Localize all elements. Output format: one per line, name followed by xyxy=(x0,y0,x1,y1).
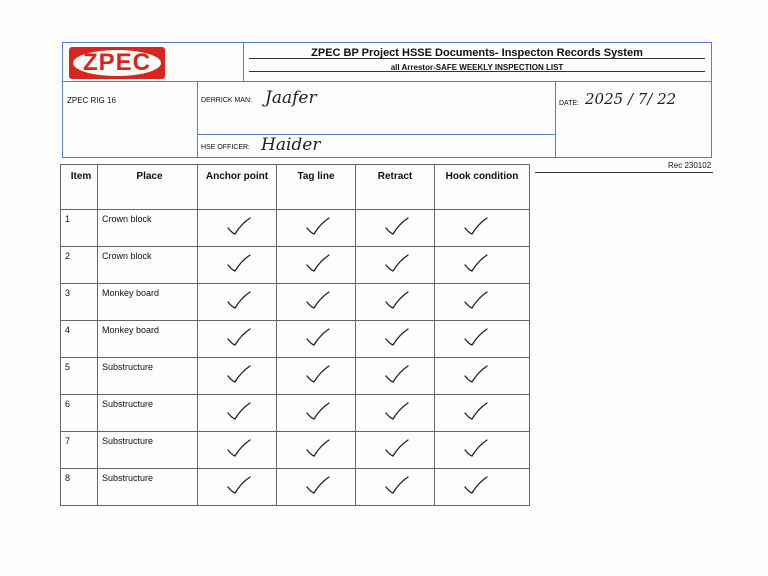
record-number: Rec 230102 xyxy=(668,161,712,170)
check-mark-icon xyxy=(463,475,489,495)
place-cell xyxy=(98,284,198,321)
anchor-point-cell xyxy=(198,321,277,358)
check-mark-icon xyxy=(384,216,410,236)
check-mark-icon xyxy=(463,364,489,384)
item-number: 1 xyxy=(65,214,71,224)
rig-label: ZPEC RIG 16 xyxy=(67,96,116,105)
place-name: Substructure xyxy=(102,362,154,372)
table-row xyxy=(61,284,530,321)
anchor-point-cell xyxy=(198,210,277,247)
item-number: 2 xyxy=(65,251,71,261)
check-mark-icon xyxy=(226,290,252,310)
rig-cell xyxy=(63,82,198,157)
hook-condition-cell xyxy=(435,247,530,284)
item-cell xyxy=(61,432,98,469)
item-cell xyxy=(61,469,98,506)
check-mark-icon xyxy=(305,364,331,384)
check-mark-icon xyxy=(305,327,331,347)
retract-cell xyxy=(356,395,435,432)
check-mark-icon xyxy=(463,253,489,273)
anchor-point-cell xyxy=(198,432,277,469)
item-number: 4 xyxy=(65,325,71,335)
retract-cell xyxy=(356,358,435,395)
place-name: Crown block xyxy=(102,251,152,261)
item-cell xyxy=(61,321,98,358)
anchor-point-cell xyxy=(198,358,277,395)
check-mark-icon xyxy=(384,364,410,384)
tag-line-cell xyxy=(277,210,356,247)
subtitle-rule xyxy=(249,71,705,72)
tag-line-cell xyxy=(277,247,356,284)
personnel-cell xyxy=(197,82,556,157)
item-cell xyxy=(61,210,98,247)
table-row xyxy=(61,247,530,284)
item-number: 3 xyxy=(65,288,71,298)
anchor-point-cell xyxy=(198,469,277,506)
date-label: DATE: xyxy=(559,100,580,107)
check-mark-icon xyxy=(226,438,252,458)
place-name: Monkey board xyxy=(102,288,160,298)
place-cell xyxy=(98,247,198,284)
tag-line-cell xyxy=(277,432,356,469)
table-row xyxy=(61,321,530,358)
place-name: Crown block xyxy=(102,214,152,224)
check-mark-icon xyxy=(305,438,331,458)
check-mark-icon xyxy=(384,438,410,458)
check-mark-icon xyxy=(463,401,489,421)
check-mark-icon xyxy=(463,438,489,458)
check-mark-icon xyxy=(463,290,489,310)
anchor-point-cell xyxy=(198,247,277,284)
hook-condition-cell xyxy=(435,469,530,506)
table-row xyxy=(61,469,530,506)
tag-line-cell xyxy=(277,358,356,395)
place-name: Substructure xyxy=(102,473,154,483)
hook-condition-cell xyxy=(435,284,530,321)
hook-condition-cell xyxy=(435,358,530,395)
place-cell xyxy=(98,395,198,432)
check-mark-icon xyxy=(226,364,252,384)
tag-line-cell xyxy=(277,284,356,321)
record-rule xyxy=(535,172,713,173)
retract-cell xyxy=(356,284,435,321)
tag-line-cell xyxy=(277,469,356,506)
title-rule xyxy=(249,58,705,59)
retract-cell xyxy=(356,210,435,247)
check-mark-icon xyxy=(305,253,331,273)
hook-condition-cell xyxy=(435,210,530,247)
place-name: Substructure xyxy=(102,436,154,446)
table-row xyxy=(61,432,530,469)
item-number: 7 xyxy=(65,436,71,446)
hook-condition-cell xyxy=(435,395,530,432)
item-cell xyxy=(61,358,98,395)
place-cell xyxy=(98,469,198,506)
check-mark-icon xyxy=(305,475,331,495)
col-place: Place xyxy=(98,165,198,210)
check-mark-icon xyxy=(384,327,410,347)
anchor-point-cell xyxy=(198,284,277,321)
form-header xyxy=(62,42,712,158)
hse-value: Haider xyxy=(261,135,321,155)
col-tag-line: Tag line xyxy=(277,165,356,210)
check-mark-icon xyxy=(305,290,331,310)
hse-label: HSE OFFICER: xyxy=(201,144,251,151)
check-mark-icon xyxy=(226,475,252,495)
place-cell xyxy=(98,358,198,395)
item-number: 6 xyxy=(65,399,71,409)
derrick-value: Jaafer xyxy=(265,88,317,108)
logo-text: ZPEC xyxy=(83,49,152,76)
check-mark-icon xyxy=(226,327,252,347)
table-row xyxy=(61,358,530,395)
item-number: 8 xyxy=(65,473,71,483)
derrick-label: DERRICK MAN: xyxy=(201,97,252,104)
anchor-point-cell xyxy=(198,395,277,432)
check-mark-icon xyxy=(305,216,331,236)
retract-cell xyxy=(356,247,435,284)
tag-line-cell xyxy=(277,395,356,432)
table-row xyxy=(61,210,530,247)
check-mark-icon xyxy=(463,216,489,236)
item-cell xyxy=(61,247,98,284)
hook-condition-cell xyxy=(435,432,530,469)
inspection-table xyxy=(60,164,530,506)
tag-line-cell xyxy=(277,321,356,358)
date-value: 2025 / 7/ 22 xyxy=(585,90,677,108)
personnel-divider xyxy=(197,134,555,135)
col-retract: Retract xyxy=(356,165,435,210)
check-mark-icon xyxy=(384,475,410,495)
place-cell xyxy=(98,321,198,358)
item-number: 5 xyxy=(65,362,71,372)
item-cell xyxy=(61,284,98,321)
date-cell xyxy=(555,82,711,157)
check-mark-icon xyxy=(384,290,410,310)
col-item: Item xyxy=(61,165,98,210)
title-cell xyxy=(243,43,711,81)
item-cell xyxy=(61,395,98,432)
info-row xyxy=(63,81,711,157)
check-mark-icon xyxy=(384,401,410,421)
col-hook-condition: Hook condition xyxy=(435,165,530,210)
form-subtitle: all Arrestor-SAFE WEEKLY INSPECTION LIST xyxy=(390,63,564,72)
check-mark-icon xyxy=(226,401,252,421)
place-name: Monkey board xyxy=(102,325,160,335)
table-header-row xyxy=(61,165,530,210)
table-row xyxy=(61,395,530,432)
retract-cell xyxy=(356,469,435,506)
place-cell xyxy=(98,210,198,247)
check-mark-icon xyxy=(305,401,331,421)
check-mark-icon xyxy=(384,253,410,273)
retract-cell xyxy=(356,432,435,469)
retract-cell xyxy=(356,321,435,358)
col-anchor-point: Anchor point xyxy=(198,165,277,210)
check-mark-icon xyxy=(226,216,252,236)
hook-condition-cell xyxy=(435,321,530,358)
check-mark-icon xyxy=(463,327,489,347)
place-cell xyxy=(98,432,198,469)
place-name: Substructure xyxy=(102,399,154,409)
logo-cell xyxy=(63,43,244,81)
form-title: ZPEC BP Project HSSE Documents- Inspecton Records System xyxy=(311,47,643,59)
check-mark-icon xyxy=(226,253,252,273)
